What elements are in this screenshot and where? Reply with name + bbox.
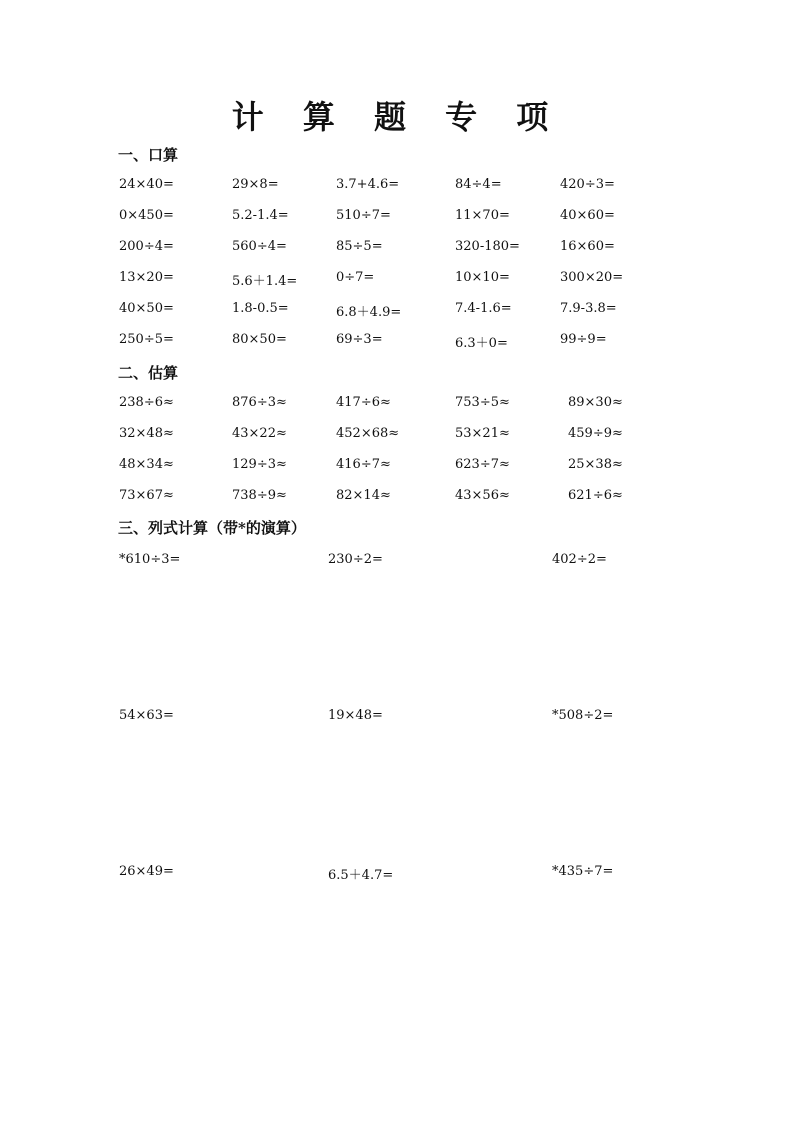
problem: 10×10=	[455, 270, 510, 285]
problem: 452×68≈	[336, 426, 400, 441]
problem: 43×56≈	[455, 488, 510, 503]
problem: 19×48=	[328, 708, 383, 723]
problem: 623÷7≈	[455, 457, 510, 472]
written-calculation-row	[0, 708, 794, 728]
problem: 11×70=	[455, 208, 510, 223]
problem: 53×21≈	[455, 426, 510, 441]
problem: 85÷5=	[336, 239, 383, 254]
problem: *508÷2=	[552, 708, 614, 723]
problem: 40×60=	[560, 208, 615, 223]
written-calculation-row	[0, 864, 794, 884]
problem: 510÷7=	[336, 208, 391, 223]
problem: 560÷4=	[232, 239, 287, 254]
problem: 420÷3=	[560, 177, 615, 192]
problem: 16×60=	[560, 239, 615, 254]
problem: 876÷3≈	[232, 395, 287, 410]
problem: 69÷3=	[336, 332, 383, 347]
section-heading-mental-math: 一、口算	[118, 146, 179, 164]
problem: 48×34≈	[119, 457, 174, 472]
problem: 230÷2=	[328, 552, 383, 567]
page-title: 计 算 题 专 项	[231, 98, 563, 136]
problem: 5.6＋1.4=	[232, 274, 298, 289]
written-calculation-row	[0, 552, 794, 572]
problem: 5.2-1.4=	[232, 208, 289, 223]
problem: *610÷3=	[119, 552, 181, 567]
problem: 40×50=	[119, 301, 174, 316]
problem: 99÷9=	[560, 332, 607, 347]
section-heading-written-calculation: 三、列式计算（带*的演算）	[118, 519, 306, 537]
problem: 73×67≈	[119, 488, 174, 503]
problem: 82×14≈	[336, 488, 391, 503]
problem: 1.8-0.5=	[232, 301, 289, 316]
problem: 26×49=	[119, 864, 174, 879]
problem: 29×8=	[232, 177, 279, 192]
estimation-row	[0, 457, 794, 477]
problem: 459÷9≈	[568, 426, 623, 441]
problem: 80×50=	[232, 332, 287, 347]
problem: 25×38≈	[568, 457, 623, 472]
problem: 7.4-1.6=	[455, 301, 512, 316]
problem: 200÷4=	[119, 239, 174, 254]
mental-math-row	[0, 301, 794, 321]
problem: 238÷6≈	[119, 395, 174, 410]
problem: 43×22≈	[232, 426, 287, 441]
problem: 0×450=	[119, 208, 174, 223]
problem: *435÷7=	[552, 864, 614, 879]
estimation-row	[0, 488, 794, 508]
problem: 621÷6≈	[568, 488, 623, 503]
problem: 402÷2=	[552, 552, 607, 567]
estimation-row	[0, 426, 794, 446]
problem: 6.3＋0=	[455, 336, 508, 351]
problem: 129÷3≈	[232, 457, 287, 472]
mental-math-row	[0, 177, 794, 197]
problem: 89×30≈	[568, 395, 623, 410]
problem: 300×20=	[560, 270, 624, 285]
mental-math-row	[0, 208, 794, 228]
problem: 416÷7≈	[336, 457, 391, 472]
problem: 3.7+4.6=	[336, 177, 400, 192]
problem: 0÷7=	[336, 270, 375, 285]
problem: 6.5＋4.7=	[328, 868, 394, 883]
problem: 24×40=	[119, 177, 174, 192]
problem: 13×20=	[119, 270, 174, 285]
problem: 320-180=	[455, 239, 520, 254]
section-heading-estimation: 二、估算	[118, 364, 179, 382]
problem: 54×63=	[119, 708, 174, 723]
problem: 84÷4=	[455, 177, 502, 192]
problem: 738÷9≈	[232, 488, 287, 503]
problem: 6.8＋4.9=	[336, 305, 402, 320]
problem: 7.9-3.8=	[560, 301, 617, 316]
problem: 250÷5=	[119, 332, 174, 347]
problem: 32×48≈	[119, 426, 174, 441]
estimation-row	[0, 395, 794, 415]
mental-math-row	[0, 332, 794, 352]
mental-math-row	[0, 270, 794, 290]
problem: 417÷6≈	[336, 395, 391, 410]
mental-math-row	[0, 239, 794, 259]
problem: 753÷5≈	[455, 395, 510, 410]
